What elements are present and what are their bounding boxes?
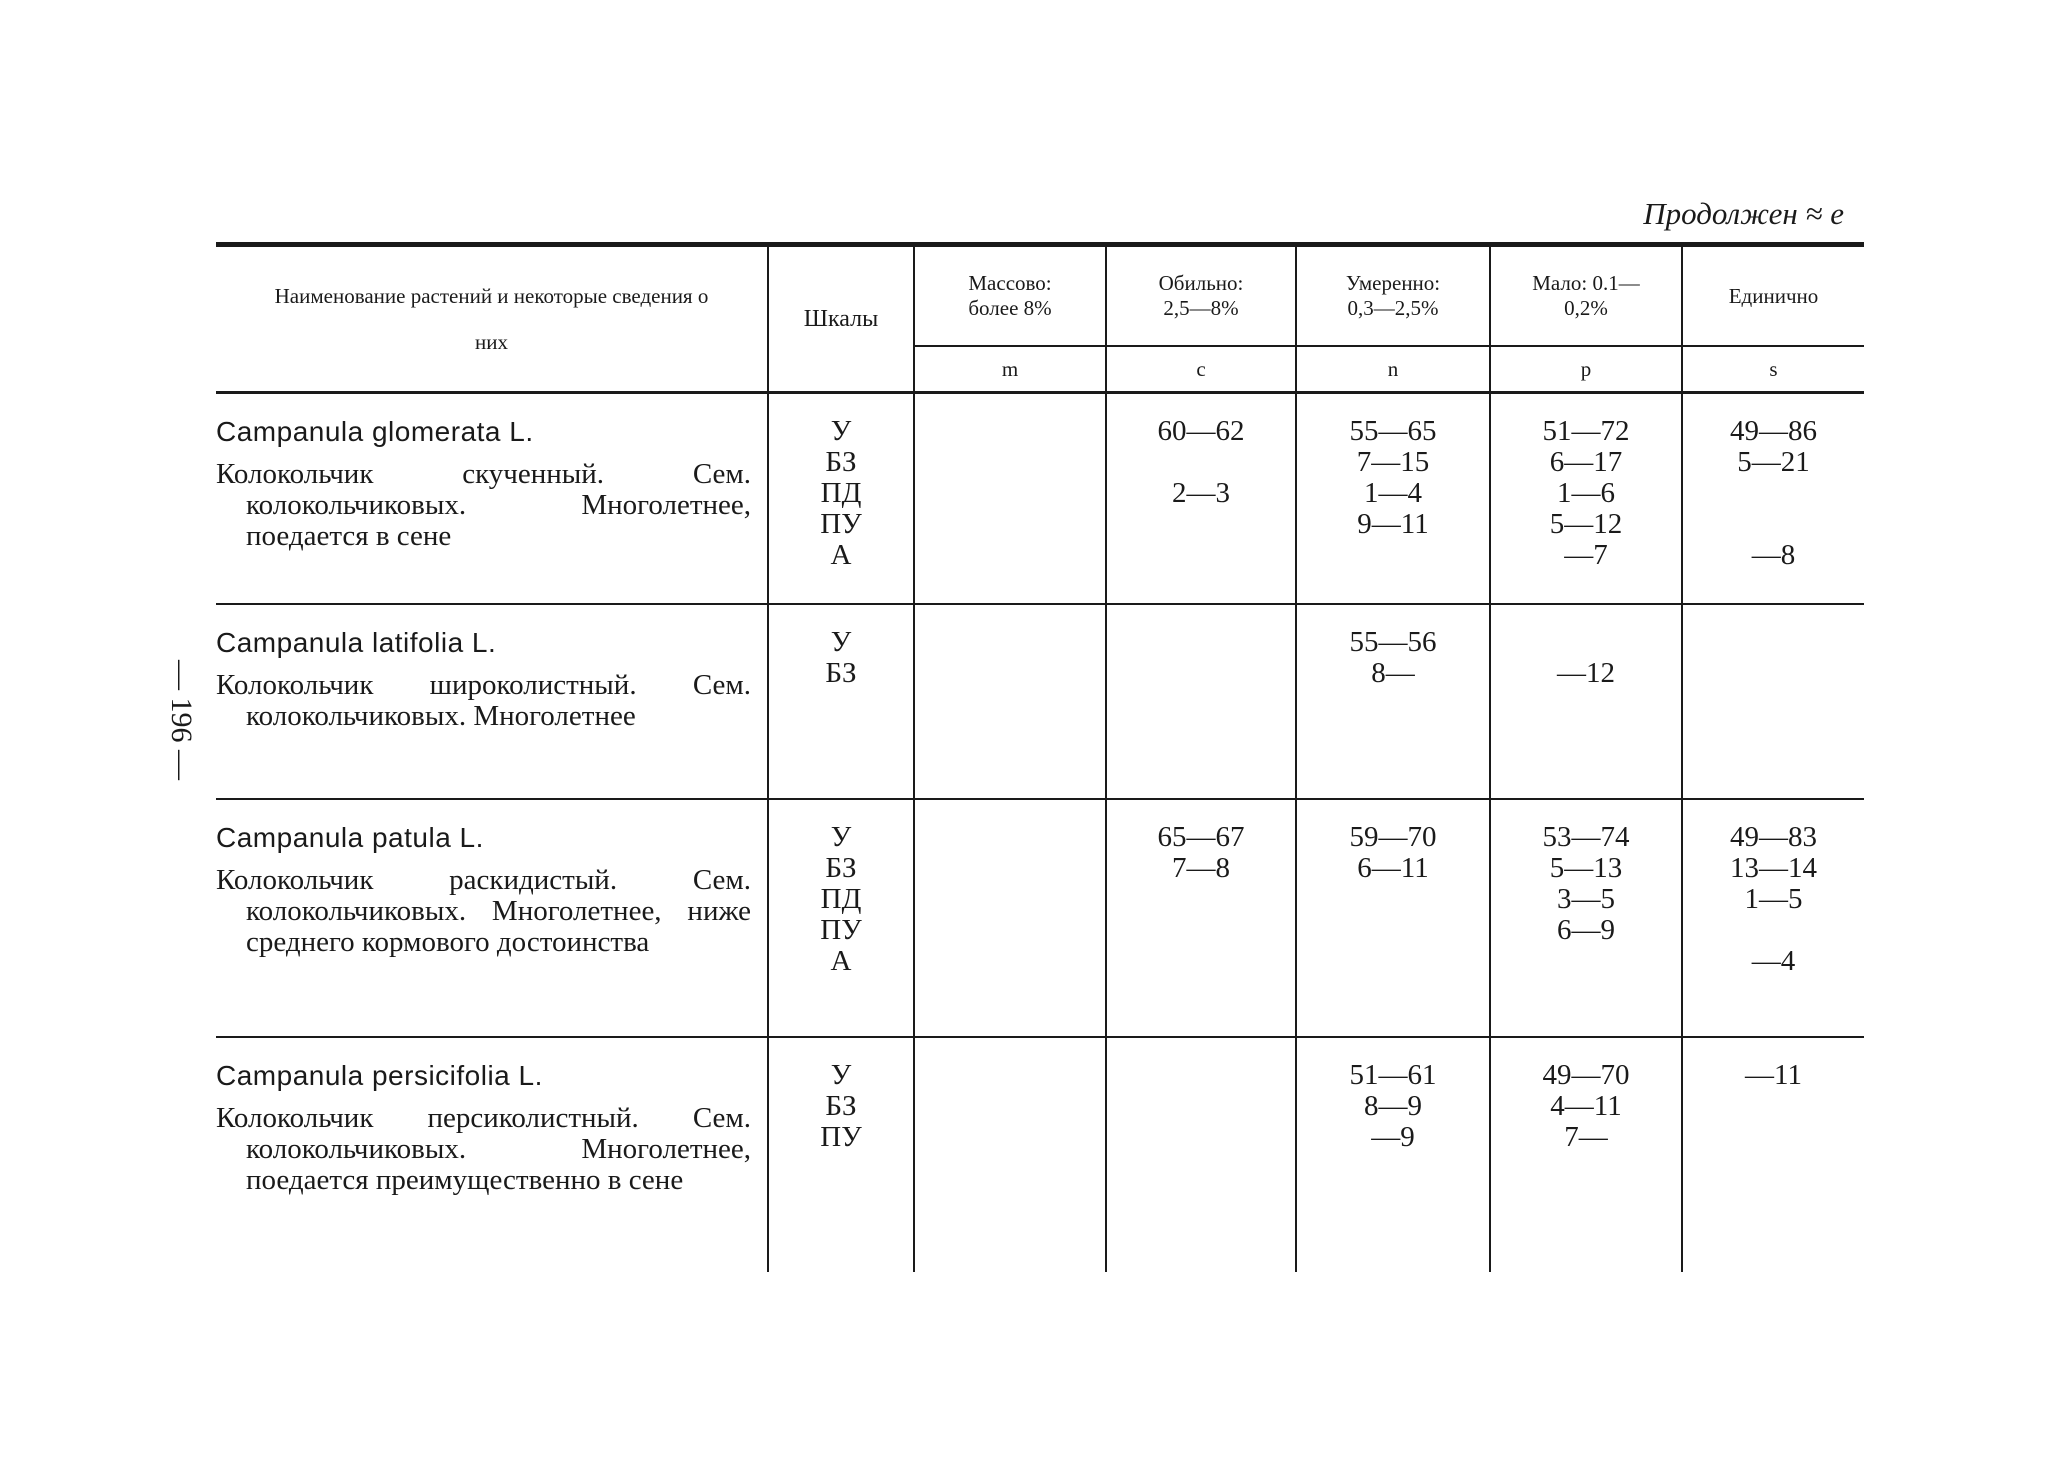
range-value: 8—	[1371, 656, 1415, 689]
range-value: —7	[1564, 539, 1608, 571]
continuation-label: Продолжен ≈ е	[1643, 196, 1844, 231]
scales-cell	[768, 1037, 914, 1272]
plant-cell	[216, 1037, 768, 1272]
range-value: 7—	[1564, 1120, 1608, 1153]
scale-value: ПУ	[820, 508, 862, 540]
range-value: 5—21	[1737, 446, 1810, 478]
plant-cell	[216, 799, 768, 1037]
plant-description: Колокольчик персиколистный. Сем. колокольчиковых. Многолетнее, поедается преимущественно в сене	[216, 1101, 751, 1196]
scales-cell	[768, 604, 914, 799]
range-value	[1683, 915, 1864, 946]
range-value: 4—11	[1550, 1089, 1622, 1122]
scale-value: У	[830, 1058, 852, 1091]
scale-value: ПУ	[820, 1120, 862, 1153]
massovo-cell	[914, 1037, 1106, 1272]
obilno-cell	[1106, 393, 1296, 604]
range-value: —8	[1751, 539, 1796, 571]
range-value: 6—11	[1357, 851, 1429, 884]
range-value: 51—72	[1542, 415, 1630, 447]
header-massovo: Массово: более 8%	[914, 245, 1106, 347]
plant-description: Колокольчик раскидистый. Сем. колокольчиковых. Многолетнее, ниже среднего кормового достоинства	[216, 863, 751, 958]
range-value: 2—3	[1172, 477, 1230, 509]
header-obilno: Обильно: 2,5—8%	[1106, 245, 1296, 347]
range-value: 8—9	[1364, 1089, 1422, 1122]
range-value: 6—9	[1557, 913, 1615, 946]
scale-value: У	[830, 415, 852, 447]
range-value: 51—61	[1349, 1058, 1437, 1091]
header-letter-p: p	[1490, 346, 1682, 393]
header-malo: Мало: 0.1—0,2%	[1490, 245, 1682, 347]
range-value: 49—83	[1730, 820, 1817, 853]
range-value: 53—74	[1542, 820, 1630, 853]
page-number-text: — 196 —	[165, 660, 198, 780]
plant-description: Колокольчик широколистный. Сем. колокольчиковых. Многолетнее	[216, 668, 751, 732]
header-letter-m: m	[914, 346, 1106, 393]
range-value: 6—17	[1549, 446, 1623, 478]
plant-latin-name: Campanula glomerata L.	[216, 416, 534, 447]
scale-value: БЗ	[825, 851, 857, 884]
scale-value: У	[830, 820, 852, 853]
range-value: —12	[1557, 656, 1615, 689]
plant-latin-name: Campanula patula L.	[216, 821, 484, 853]
massovo-cell	[914, 604, 1106, 799]
scale-value: БЗ	[825, 446, 857, 478]
scale-value: БЗ	[825, 656, 857, 689]
range-value: 60—62	[1157, 415, 1245, 447]
range-value: 55—65	[1349, 415, 1437, 447]
scale-value: ПУ	[820, 913, 862, 946]
malo-cell	[1490, 393, 1682, 604]
massovo-cell	[914, 799, 1106, 1037]
plant-table	[216, 242, 1864, 1272]
range-value: 13—14	[1730, 851, 1817, 884]
range-value: 5—13	[1549, 851, 1623, 884]
scales-cell	[768, 393, 914, 604]
header-umerenno: Умеренно: 0,3—2,5%	[1296, 245, 1490, 347]
range-value	[1107, 447, 1295, 478]
header-edinichno: Единично	[1682, 245, 1864, 347]
range-value: 55—56	[1349, 625, 1437, 658]
plant-description: Колокольчик скученный. Сем. колокольчиковых. Многолетнее, поедается в сене	[216, 458, 751, 552]
umerenno-cell	[1296, 604, 1490, 799]
scale-value: БЗ	[825, 1089, 857, 1122]
range-value: 65—67	[1157, 820, 1245, 853]
scales-cell	[768, 799, 914, 1037]
range-value: 9—11	[1357, 508, 1429, 540]
page-number	[136, 650, 226, 790]
scale-value: А	[830, 539, 852, 571]
range-value: 1—4	[1364, 477, 1422, 509]
range-value: 5—12	[1549, 508, 1623, 540]
obilno-cell	[1106, 1037, 1296, 1272]
scale-value: У	[830, 625, 852, 658]
umerenno-cell	[1296, 1037, 1490, 1272]
header-letter-n: n	[1296, 346, 1490, 393]
plant-latin-name: Campanula latifolia L.	[216, 626, 497, 658]
range-value: —9	[1371, 1120, 1415, 1153]
header-scales: Шкалы	[768, 245, 914, 393]
range-value: —11	[1745, 1058, 1802, 1091]
range-value: 49—86	[1730, 415, 1817, 447]
range-value: 7—8	[1172, 851, 1230, 884]
umerenno-cell	[1296, 393, 1490, 604]
edinichno-cell	[1682, 393, 1864, 604]
scale-value: ПД	[820, 882, 862, 915]
malo-cell	[1490, 1037, 1682, 1272]
malo-cell	[1490, 799, 1682, 1037]
edinichno-cell	[1682, 799, 1864, 1037]
obilno-cell	[1106, 799, 1296, 1037]
header-letter-s: s	[1682, 346, 1864, 393]
plant-cell	[216, 393, 768, 604]
range-value: 3—5	[1557, 882, 1615, 915]
plant-cell	[216, 604, 768, 799]
scale-value: ПД	[820, 477, 862, 509]
edinichno-cell	[1682, 604, 1864, 799]
plant-latin-name: Campanula persicifolia L.	[216, 1059, 543, 1091]
range-value	[1683, 478, 1864, 509]
edinichno-cell	[1682, 1037, 1864, 1272]
header-name: Наименование растений и некоторые сведения о них	[216, 245, 768, 393]
range-value: 49—70	[1542, 1058, 1630, 1091]
range-value	[1683, 509, 1864, 540]
scale-value: А	[830, 944, 852, 977]
range-value: 59—70	[1349, 820, 1437, 853]
range-value: 7—15	[1356, 446, 1430, 478]
malo-cell	[1490, 604, 1682, 799]
range-value: —4	[1751, 944, 1796, 977]
umerenno-cell	[1296, 799, 1490, 1037]
range-value: 1—6	[1557, 477, 1615, 509]
massovo-cell	[914, 393, 1106, 604]
header-letter-c: c	[1106, 346, 1296, 393]
range-value	[1491, 627, 1681, 658]
obilno-cell	[1106, 604, 1296, 799]
range-value: 1—5	[1744, 882, 1803, 915]
